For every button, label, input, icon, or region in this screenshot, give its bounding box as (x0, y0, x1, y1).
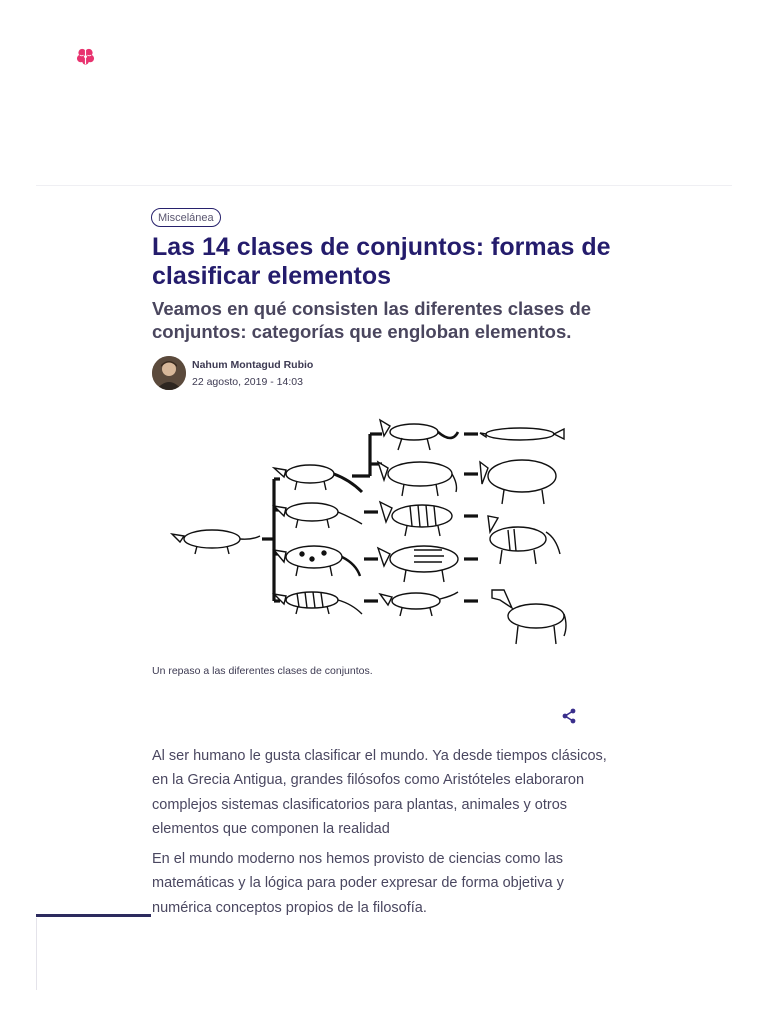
brain-logo-icon[interactable] (76, 47, 95, 66)
category-tag[interactable]: Miscelánea (151, 208, 221, 227)
article-title: Las 14 clases de conjuntos: formas de clasificar elementos (152, 233, 611, 290)
reading-progress-bar (36, 914, 151, 917)
image-caption: Un repaso a las diferentes clases de conjuntos. (152, 665, 373, 677)
author-name[interactable]: Nahum Montagud Rubio (192, 359, 314, 371)
header-divider (36, 185, 732, 186)
share-icon[interactable] (560, 707, 578, 725)
body-paragraph: Al ser humano le gusta clasificar el mundo. Ya desde tiempos clásicos, en la Grecia Antigua, grandes filósofos como Aristóteles elaboraron complejos sistemas clasificatorios para plantas, animales y otros elementos que componen la realidad (152, 748, 607, 837)
side-divider (36, 918, 37, 990)
article-subtitle: Veamos en qué consisten las diferentes clases de conjuntos: categorías que engloban elementos. (152, 298, 592, 342)
avatar-photo (152, 356, 186, 390)
reading-progress-fill (36, 914, 151, 917)
article-image (152, 404, 616, 654)
author-avatar[interactable] (152, 356, 186, 390)
publish-date: 22 agosto, 2019 - 14:03 (192, 376, 303, 388)
body-paragraph: En el mundo moderno nos hemos provisto de ciencias como las matemáticas y la lógica para poder expresar de forma objetiva y numérica conceptos propios de la filosofía. (152, 851, 564, 916)
